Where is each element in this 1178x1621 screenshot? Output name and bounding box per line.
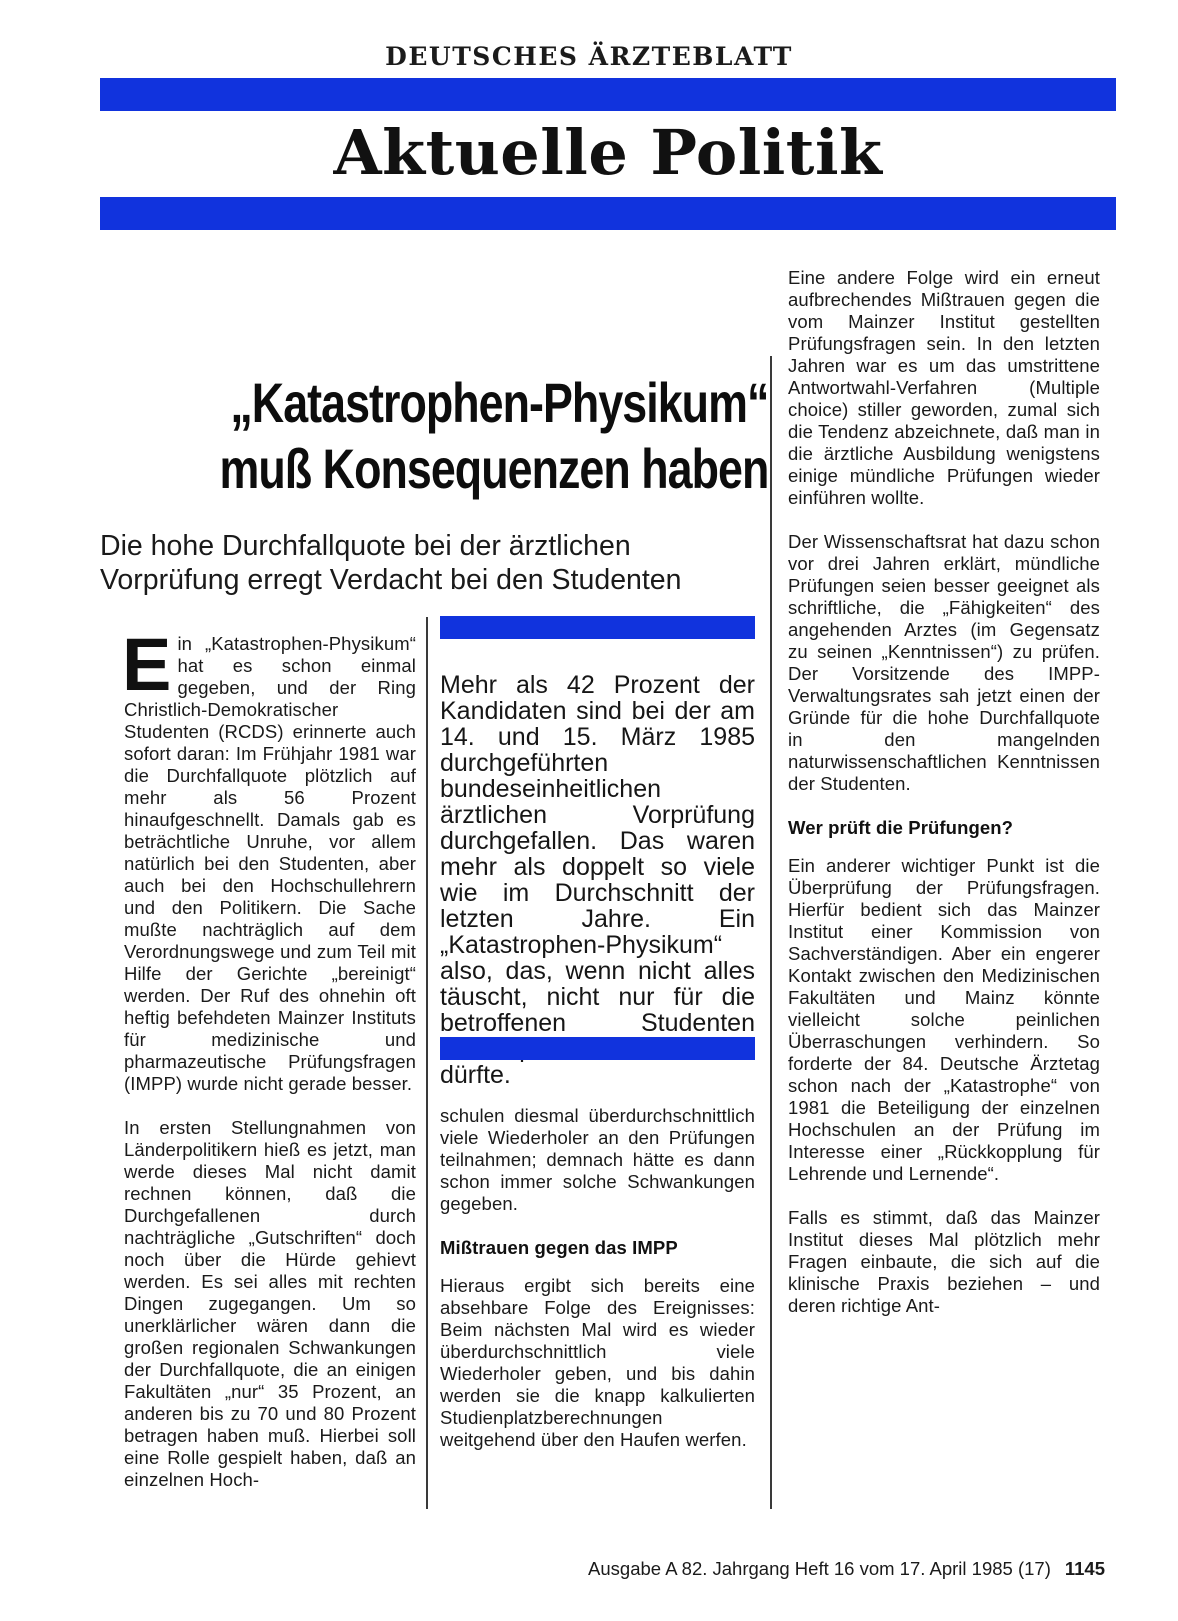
pullquote xyxy=(440,672,755,1088)
headline-line-1: „Katastrophen-Physikum“ xyxy=(230,371,769,434)
column3-paragraph-3: Ein anderer wichtiger Punkt ist die Überprüfung der Prüfungsfragen. Hierfür bedient sich das Mainzer Institut einer Kommission von Sachverständigen. Aber ein engerer Kontakt zwischen den Medizinischen Fakultäten und Mainz könnte vielleicht solche peinlichen Überraschungen verhindern. So forderte der 84. Deutsche Ärztetag schon nach der „Katastrophe“ von 1981 die Beteiligung der einzelnen Hochschulen an der Prüfung im Interesse einer „Rückkopplung für Lehrende und Lernende“. xyxy=(788,855,1100,1184)
column2-subheading: Mißtrauen gegen das IMPP xyxy=(440,1237,678,1258)
pullquote-bar-top xyxy=(440,616,755,639)
subheadline: Die hohe Durchfallquote bei der ärztlichen Vorprüfung erregt Verdacht bei den Studenten xyxy=(100,530,682,596)
column2-paragraph-1: schulen diesmal überdurchschnittlich viele Wiederholer an den Prüfungen teilnahmen; demnach hätte es dann schon immer solche Schwankungen gegeben. xyxy=(440,1105,755,1214)
column3-subheading: Wer prüft die Prüfungen? xyxy=(788,817,1014,838)
pullquote-text: Mehr als 42 Prozent der Kandidaten sind bei der am 14. und 15. März 1985 durchgeführten bundeseinheitlichen ärztlichen Vorprüfung durchgefallen. Das waren mehr als doppelt so viele wie im Durchschnitt der letzten Jahre. Ein „Katastrophen-Physikum“ also, das, wenn nicht alles täuscht, nicht nur für die betroffenen Studenten dürfte. xyxy=(440,671,755,1089)
pullquote-bar-bottom xyxy=(440,1037,755,1060)
page-footer xyxy=(588,1558,1105,1580)
page-number: 1145 xyxy=(1064,1558,1105,1579)
column-rule-1 xyxy=(426,617,428,1509)
footer-issue: Ausgabe A 82. Jahrgang Heft 16 vom 17. April 1985 (17) xyxy=(588,1558,1051,1579)
section-bar-top xyxy=(100,78,1116,111)
masthead: DEUTSCHES ÄRZTEBLATT xyxy=(385,42,793,71)
article-column-3 xyxy=(788,267,1100,1317)
article-column-1 xyxy=(122,623,416,1491)
column-rule-2 xyxy=(770,356,772,1509)
column3-paragraph-1: Eine andere Folge wird ein erneut aufbrechendes Mißtrauen gegen die vom Mainzer Institut gestellten Prüfungsfragen sein. In den letzten Jahren war es um das umstrittene Antwortwahl-Verfahren (Multiple choice) stiller geworden, zumal sich die Tendenz abzeichnete, daß man in die ärztliche Ausbildung wenigstens einige mündliche Prüfungen wieder einführen wollte. xyxy=(788,267,1100,508)
column1-paragraph-1-text: in „Katastrophen-Physikum“ hat es schon einmal gegeben, und der Ring Christlich-Demokratischer Studenten (RCDS) erinnerte auch sofort daran: Im Frühjahr 1981 war die Durchfallquote plötzlich auf mehr als 56 Prozent hinaufgeschnellt. Damals gab es beträchtliche Unruhe, vor allem natürlich bei den Studenten, aber auch bei den Hochschullehrern und den Politikern. Die Sache mußte nachträglich auf dem Verordnungswege und zum Teil mit Hilfe der Gerichte „bereinigt“ werden. Der Ruf des ohnehin oft heftig befehdeten Mainzer Instituts für medizinische und pharmazeutische Prüfungsfragen (IMPP) wurde nicht gerade besser. xyxy=(124,633,416,1094)
column3-paragraph-2: Der Wissenschaftsrat hat dazu schon vor drei Jahren erklärt, mündliche Prüfungen seien besser geeignet als schriftliche, die „Fähigkeiten“ des angehenden Arztes (im Gegensatz zu seinen „Kenntnissen“) zu prüfen. Der Vorsitzende des IMPP-Verwaltungsrates sah jetzt einen der Gründe für die hohe Durchfallquote in den mangelnden naturwissenschaftlichen Kenntnissen der Studenten. xyxy=(788,531,1100,794)
column1-paragraph-1 xyxy=(122,623,416,1095)
headline-line-2: muß Konsequenzen haben xyxy=(219,437,769,500)
column1-paragraph-2: In ersten Stellungnahmen von Länderpolitikern hieß es jetzt, man werde dieses Mal nicht damit rechnen können, daß die Durchgefallenen durch nachträgliche „Gutschriften“ doch noch über die Hürde gehievt werden. Es sei alles mit rechten Dingen zugegangen. Um so unerklärlicher wären dann die großen regionalen Schwankungen der Durchfallquote, die an einigen Fakultäten „nur“ 35 Prozent, an anderen bis zu 70 und 80 Prozent betragen haben muß. Hierbei soll eine Rolle gespielt haben, daß an einzelnen Hoch- xyxy=(124,1117,416,1490)
column3-paragraph-4: Falls es stimmt, daß das Mainzer Institut dieses Mal plötzlich mehr Fragen einbaute, die sich auf die klinische Praxis beziehen – und deren richtige Ant- xyxy=(788,1207,1100,1316)
headline xyxy=(50,370,769,502)
column2-paragraph-2: Hieraus ergibt sich bereits eine absehbare Folge des Ereignisses: Beim nächsten Mal wird es wieder überdurchschnittlich viele Wiederholer geben, und bis dahin werden sie die knapp kalkulierten Studienplatzberechnungen weitgehend über den Haufen werfen. xyxy=(440,1275,755,1450)
article-column-2 xyxy=(440,1105,755,1451)
drop-cap: E xyxy=(122,623,172,706)
section-bar-bottom xyxy=(100,197,1116,230)
section-title: Aktuelle Politik xyxy=(333,116,883,189)
